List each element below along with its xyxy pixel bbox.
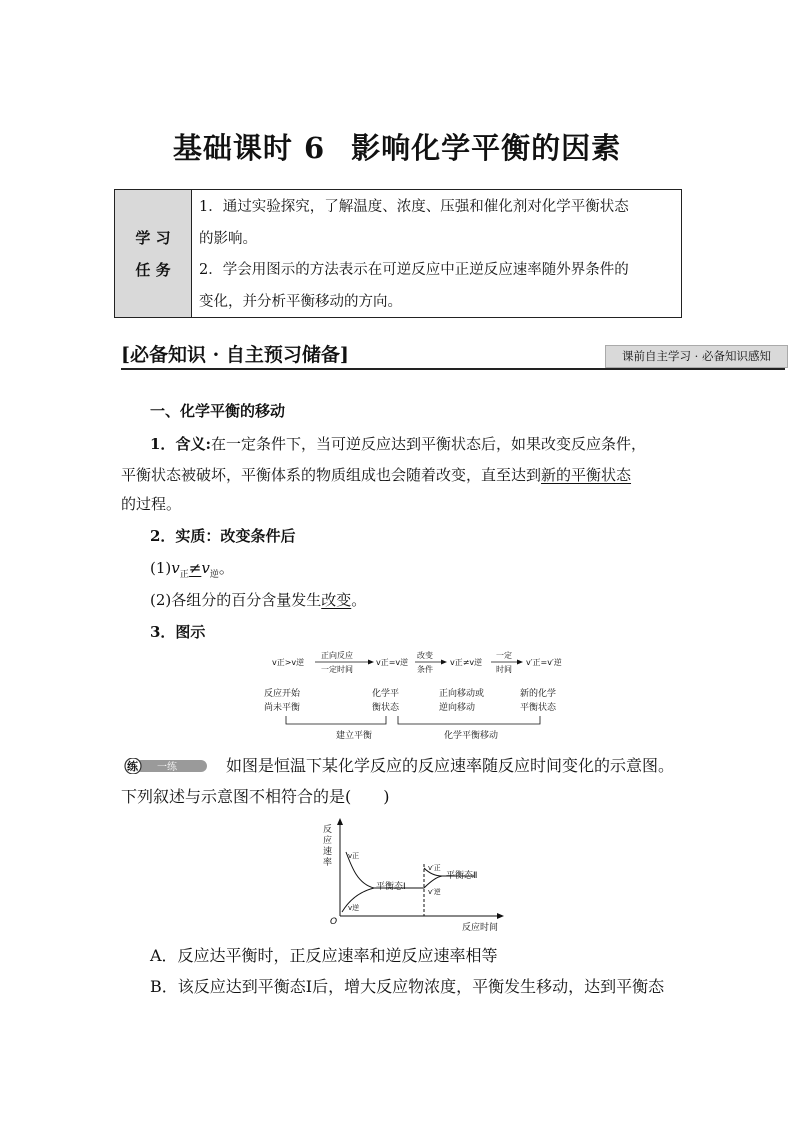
item-1-text-2: 平衡状态被破坏，平衡体系的物质组成也会随着改变，直至达到 (121, 466, 542, 484)
v-symbol: v (171, 559, 180, 577)
arrow-2-head (441, 660, 447, 665)
state-4: v′正=v′逆 (526, 658, 562, 667)
y-label-char: 速 (323, 847, 333, 857)
task-line: 1．通过实验探究，了解温度、浓度、压强和催化剂对化学平衡状态 (199, 199, 629, 215)
bracket-1-label: 建立平衡 (336, 731, 373, 741)
v-forward-prime-label: v′正 (428, 864, 441, 872)
origin-label: O (330, 917, 338, 927)
bracket-2 (398, 716, 540, 724)
item-1-line-1 (121, 434, 646, 454)
neq-symbol: ≠ (188, 559, 202, 577)
section-tag: 课前自主学习 · 必备知识感知 (605, 345, 788, 368)
y-axis-arrow (337, 818, 343, 825)
page-title (0, 126, 794, 167)
y-label-char: 率 (323, 858, 333, 868)
item-1-underlined: 新的平衡状态 (541, 466, 632, 484)
arrow-3-bottom: 时间 (496, 665, 512, 674)
heading-equilibrium-shift: 一、化学平衡的移动 (150, 402, 286, 420)
arrow-1-head (368, 660, 374, 665)
task-line: 变化，并分析平衡移动的方向。 (199, 293, 402, 310)
arrow-1-bottom: 一定时间 (321, 665, 353, 674)
box-2-line-1: 化学平 (372, 689, 400, 699)
arrow-1-top: 正向反应 (321, 651, 353, 660)
state-1: v正>v逆 (272, 658, 305, 667)
task-label-line-2: 任 务 (135, 260, 171, 279)
v-forward-label: v正 (348, 852, 360, 860)
box-2-line-2: 衡状态 (372, 703, 400, 713)
bracket-1 (286, 716, 386, 724)
subscript-forward: 正 (179, 570, 189, 580)
v-reverse-label: v逆 (348, 904, 360, 912)
option-a: A．反应达平衡时，正反应速率和逆反应速率相等 (150, 946, 498, 965)
item-2b-end: 。 (351, 591, 367, 609)
task-line: 2．学会用图示的方法表示在可逆反应中正逆反应速率随外界条件的 (199, 262, 629, 278)
item-2b-text: (2)各组分的百分含量发生 (150, 591, 322, 609)
arrow-3-head (517, 660, 523, 665)
subscript-reverse: 逆 (209, 570, 219, 580)
rate-time-graph (318, 818, 508, 936)
item-3: 3．图示 (150, 623, 206, 641)
state-3: v正≠v逆 (450, 658, 483, 667)
v-reverse-prime-label: v′逆 (428, 888, 441, 896)
arrow-3-top: 一定 (496, 651, 512, 660)
equilibrium-flow-diagram (258, 648, 568, 744)
arrow-2-top: 改变 (417, 651, 433, 660)
badge-text: 一练 (157, 762, 177, 773)
box-3-line-2: 逆向移动 (439, 703, 476, 713)
title-lesson-number: 基础课时 6 (172, 131, 326, 165)
item-2a (121, 558, 234, 585)
equilibrium-1-label: 平衡态Ⅰ (376, 882, 406, 892)
box-1-line-2: 尚未平衡 (264, 703, 301, 713)
y-label-char: 反 (323, 825, 333, 835)
arrow-2-bottom: 条件 (417, 665, 433, 674)
option-b: B．该反应达到平衡态Ⅰ后，增大反应物浓度，平衡发生移动，达到平衡态 (150, 977, 665, 996)
practice-question-line-2: 下列叙述与示意图不相符合的是( ) (121, 787, 390, 806)
state-2: v正=v逆 (376, 658, 409, 667)
practice-badge (121, 758, 207, 774)
title-topic: 影响化学平衡的因素 (351, 131, 622, 165)
item-1-line-3: 的过程。 (121, 495, 182, 513)
item-1-label: 含义: (175, 435, 211, 453)
item-1-number: 1． (150, 435, 176, 453)
learning-task-box (114, 189, 682, 318)
item-1-line-2 (121, 465, 631, 485)
bracket-2-label: 化学平衡移动 (444, 731, 499, 741)
learning-task-content (192, 190, 681, 317)
item-2a-prefix: (1) (150, 559, 172, 577)
item-2b-underlined: 改变 (321, 591, 352, 609)
v-symbol: v (201, 559, 210, 577)
box-4-line-1: 新的化学 (520, 689, 557, 699)
task-line: 的影响。 (199, 230, 257, 247)
section-divider (121, 368, 785, 370)
item-1-text: 在一定条件下，当可逆反应达到平衡状态后，如果改变反应条件， (210, 435, 646, 453)
box-3-line-1: 正向移动或 (439, 689, 485, 699)
item-2b (121, 590, 366, 610)
badge-char: 练 (127, 760, 138, 773)
x-axis-label: 反应时间 (462, 923, 499, 933)
v-reverse-prime-curve (424, 876, 442, 888)
item-2: 2．实质：改变条件后 (150, 527, 296, 545)
x-axis-arrow (497, 913, 504, 919)
task-label-line-1: 学 习 (135, 228, 171, 247)
box-4-line-2: 平衡状态 (520, 703, 557, 713)
equilibrium-2-label: 平衡态Ⅱ (446, 871, 478, 881)
y-label-char: 应 (323, 836, 333, 846)
item-2a-end: 。 (218, 559, 234, 577)
learning-task-label (115, 190, 192, 317)
box-1-line-1: 反应开始 (264, 689, 301, 699)
section-heading: [必备知识 · 自主预习储备] (121, 344, 349, 366)
practice-question-line-1: 如图是恒温下某化学反应的反应速率随反应时间变化的示意图。 (226, 756, 675, 775)
